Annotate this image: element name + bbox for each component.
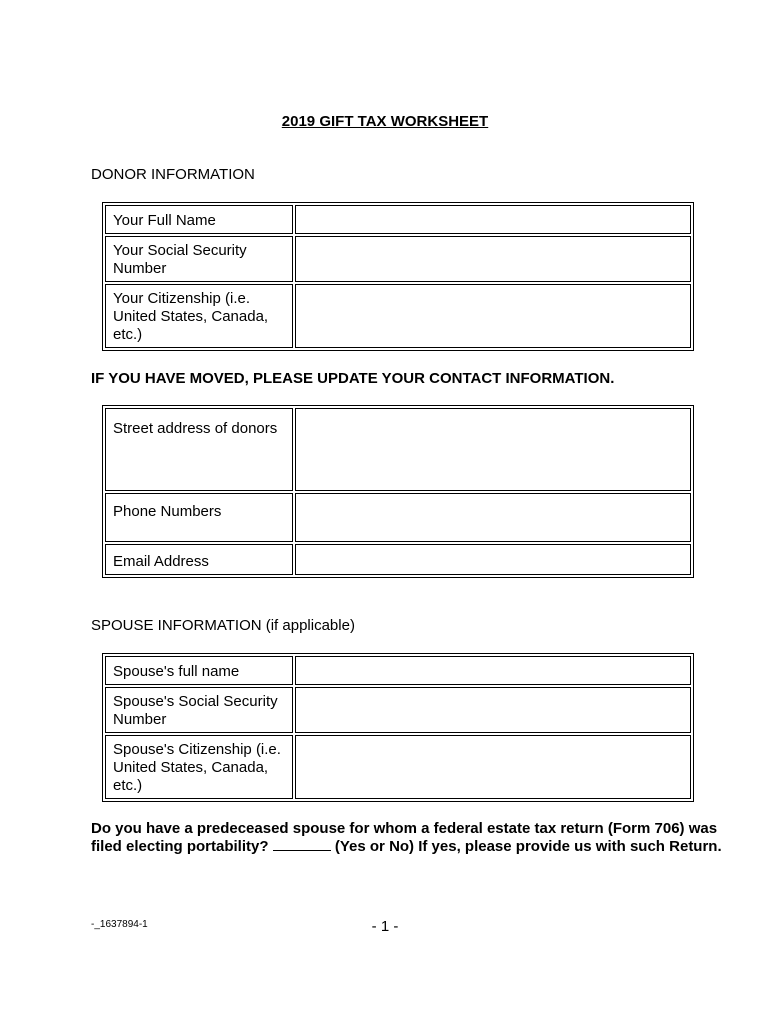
table-row — [105, 687, 691, 733]
full-name-label: Your Full Name — [105, 205, 293, 234]
table-row — [105, 236, 691, 282]
spouse-citizenship-field[interactable] — [296, 736, 690, 755]
table-row — [105, 544, 691, 575]
donor-info-table — [102, 202, 694, 351]
ssn-label: Your Social Security Number — [105, 236, 293, 282]
page-number: - 1 - — [371, 918, 399, 935]
spouse-ssn-label: Spouse's Social Security Number — [105, 687, 293, 733]
yes-no-answer-blank[interactable] — [273, 838, 331, 851]
portability-question-instruction: (Yes or No) If yes, please provide us with such Return. — [334, 838, 722, 855]
table-row — [105, 493, 691, 542]
spouse-citizenship-label: Spouse's Citizenship (i.e. United States, Canada, etc.) — [105, 735, 293, 799]
phone-numbers-label: Phone Numbers — [105, 493, 293, 542]
table-row — [105, 735, 691, 799]
page-title: 2019 GIFT TAX WORKSHEET — [281, 113, 489, 130]
spouse-ssn-field[interactable] — [296, 688, 690, 707]
full-name-field[interactable] — [296, 206, 690, 225]
street-address-field[interactable] — [296, 409, 690, 447]
citizenship-label: Your Citizenship (i.e. United States, Canada, etc.) — [105, 284, 293, 348]
table-row — [105, 205, 691, 234]
street-address-label: Street address of donors — [105, 408, 293, 491]
spouse-info-table — [102, 653, 694, 802]
citizenship-field[interactable] — [296, 285, 690, 304]
table-row — [105, 408, 691, 491]
phone-numbers-field[interactable] — [296, 494, 690, 513]
donor-section-heading: DONOR INFORMATION — [91, 166, 255, 183]
table-row — [105, 284, 691, 348]
portability-question-text: Do you have a predeceased spouse for whom a federal estate tax return (Form 706) was filed electing portability? — [91, 820, 718, 855]
contact-update-heading: IF YOU HAVE MOVED, PLEASE UPDATE YOUR CONTACT INFORMATION. — [91, 370, 615, 387]
spouse-section-heading: SPOUSE INFORMATION (if applicable) — [91, 617, 355, 634]
contact-info-table — [102, 405, 694, 578]
email-address-label: Email Address — [105, 544, 293, 575]
document-id: -_1637894-1 — [91, 919, 148, 930]
portability-question — [91, 820, 731, 856]
ssn-field[interactable] — [296, 237, 690, 256]
email-address-field[interactable] — [296, 545, 690, 564]
table-row — [105, 656, 691, 685]
spouse-full-name-label: Spouse's full name — [105, 656, 293, 685]
spouse-full-name-field[interactable] — [296, 657, 690, 676]
